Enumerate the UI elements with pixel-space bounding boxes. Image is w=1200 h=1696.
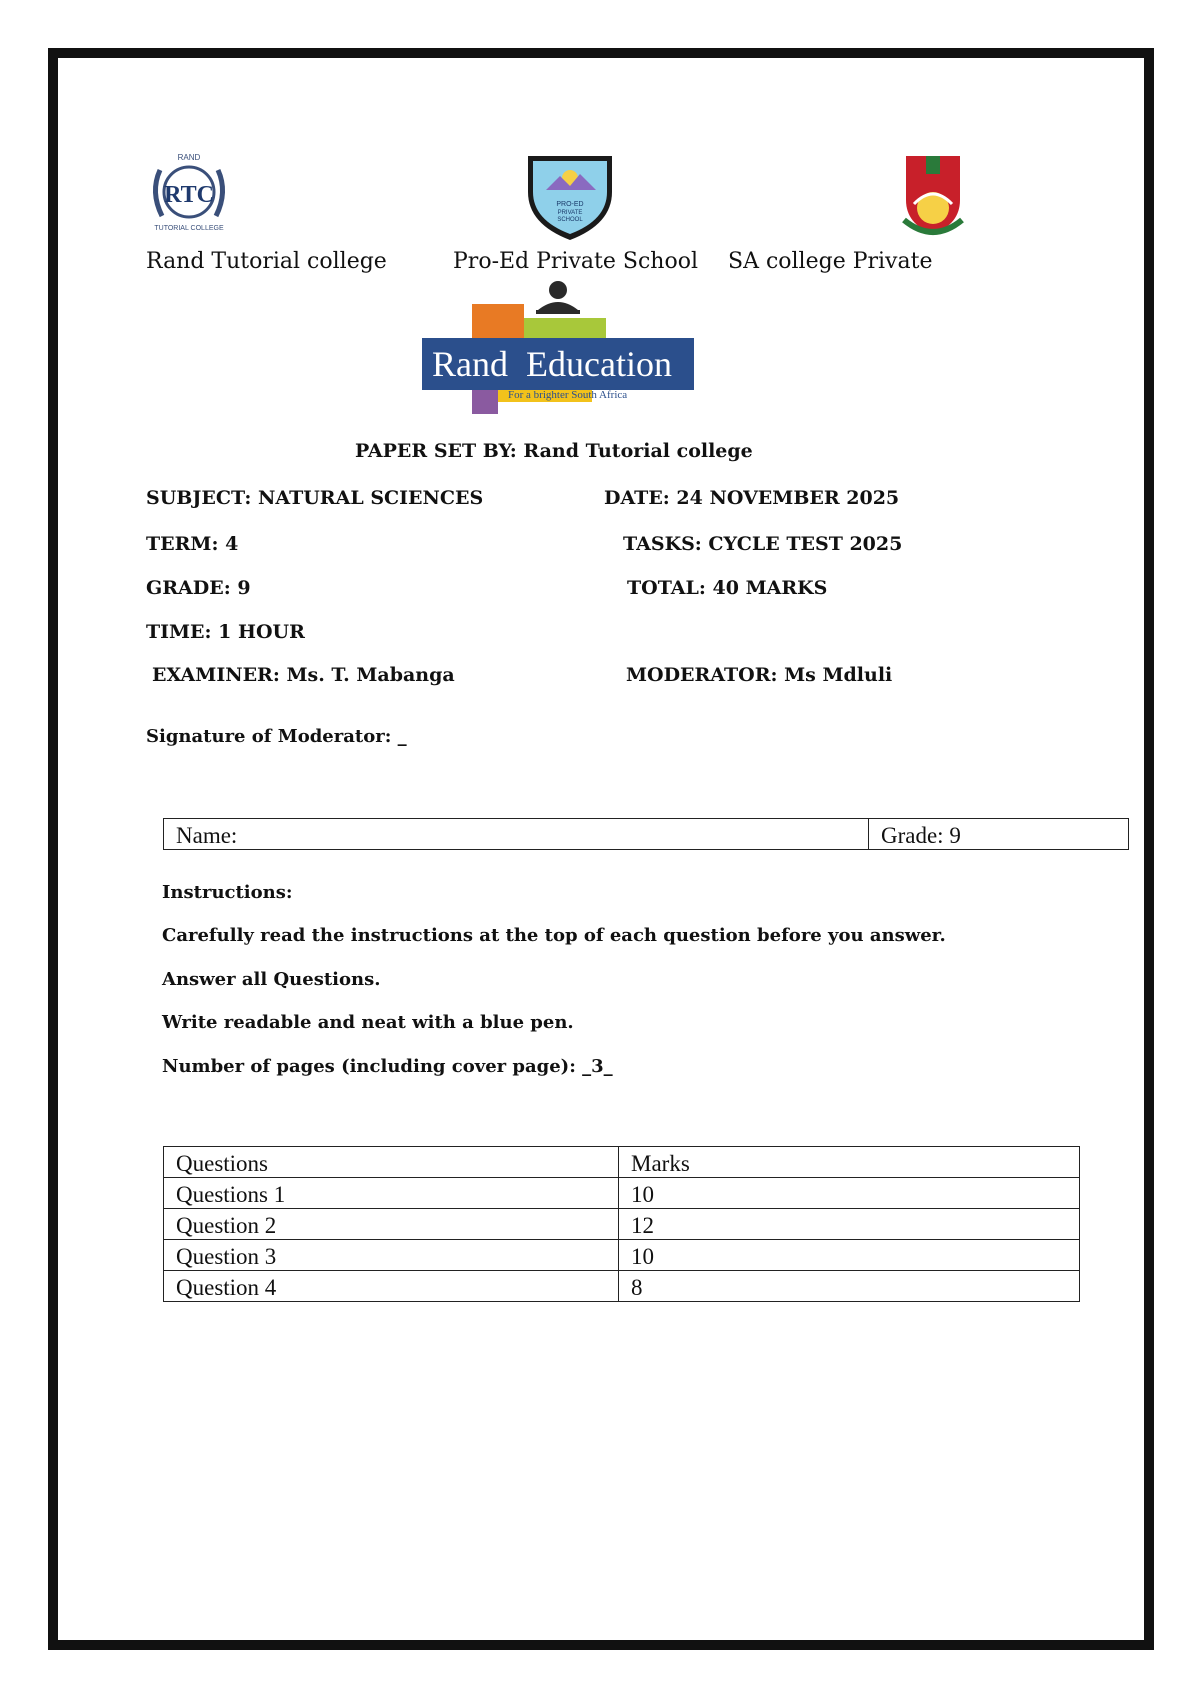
column-header-marks: Marks (619, 1147, 1080, 1178)
marks-cell: 10 (619, 1240, 1080, 1271)
total-marks: TOTAL: 40 MARKS (627, 577, 828, 599)
instruction-item: Write readable and neat with a blue pen. (162, 1012, 574, 1033)
rtc-logo (146, 150, 232, 234)
pro-ed-shield-logo (524, 152, 616, 242)
subject: SUBJECT: NATURAL SCIENCES (146, 487, 484, 509)
table-row (164, 1178, 1080, 1209)
term: TERM: 4 (146, 533, 239, 555)
marks-table (163, 1146, 1080, 1302)
question-cell: Question 2 (164, 1209, 619, 1240)
table-row (164, 1271, 1080, 1302)
name-field[interactable]: Name: (164, 819, 869, 850)
sa-college-crest-logo (900, 154, 966, 240)
table-header-row (164, 1147, 1080, 1178)
table-row (164, 1209, 1080, 1240)
instructions-heading: Instructions: (162, 882, 293, 903)
marks-cell: 12 (619, 1209, 1080, 1240)
question-cell: Question 4 (164, 1271, 619, 1302)
svg-text:PRIVATE: PRIVATE (557, 210, 583, 216)
brand-name-part1: Rand (432, 344, 508, 384)
school-name-pro-ed: Pro-Ed Private School (453, 249, 698, 274)
school-name-rtc: Rand Tutorial college (146, 249, 387, 274)
moderator: MODERATOR: Ms Mdluli (626, 664, 893, 686)
instruction-item: Number of pages (including cover page): _3_ (162, 1056, 613, 1077)
grade: GRADE: 9 (146, 577, 251, 599)
rand-education-logo (420, 276, 696, 416)
marks-cell: 8 (619, 1271, 1080, 1302)
paper-set-by: PAPER SET BY: Rand Tutorial college (355, 440, 753, 462)
student-info-table (163, 818, 1129, 850)
moderator-signature: Signature of Moderator: _ (146, 726, 407, 747)
date: DATE: 24 NOVEMBER 2025 (604, 487, 900, 509)
table-row (164, 1240, 1080, 1271)
svg-text:SCHOOL: SCHOOL (557, 217, 583, 223)
svg-text:PRO-ED: PRO-ED (556, 201, 584, 208)
svg-text:TUTORIAL COLLEGE: TUTORIAL COLLEGE (154, 225, 224, 232)
question-cell: Questions 1 (164, 1178, 619, 1209)
column-header-questions: Questions (164, 1147, 619, 1178)
marks-cell: 10 (619, 1178, 1080, 1209)
time: TIME: 1 HOUR (146, 621, 305, 643)
brand-tagline: For a brighter South Africa (508, 389, 628, 401)
question-cell: Question 3 (164, 1240, 619, 1271)
brand-name-part2: Education (526, 344, 672, 384)
svg-text:RTC: RTC (164, 182, 214, 208)
examiner: EXAMINER: Ms. T. Mabanga (152, 664, 455, 686)
svg-text:RAND: RAND (177, 153, 201, 162)
instruction-item: Carefully read the instructions at the top of each question before you answer. (162, 925, 946, 946)
tasks: TASKS: CYCLE TEST 2025 (623, 533, 903, 555)
school-name-sa-college: SA college Private (728, 249, 933, 274)
instruction-item: Answer all Questions. (162, 969, 381, 990)
grade-field: Grade: 9 (869, 819, 1129, 850)
